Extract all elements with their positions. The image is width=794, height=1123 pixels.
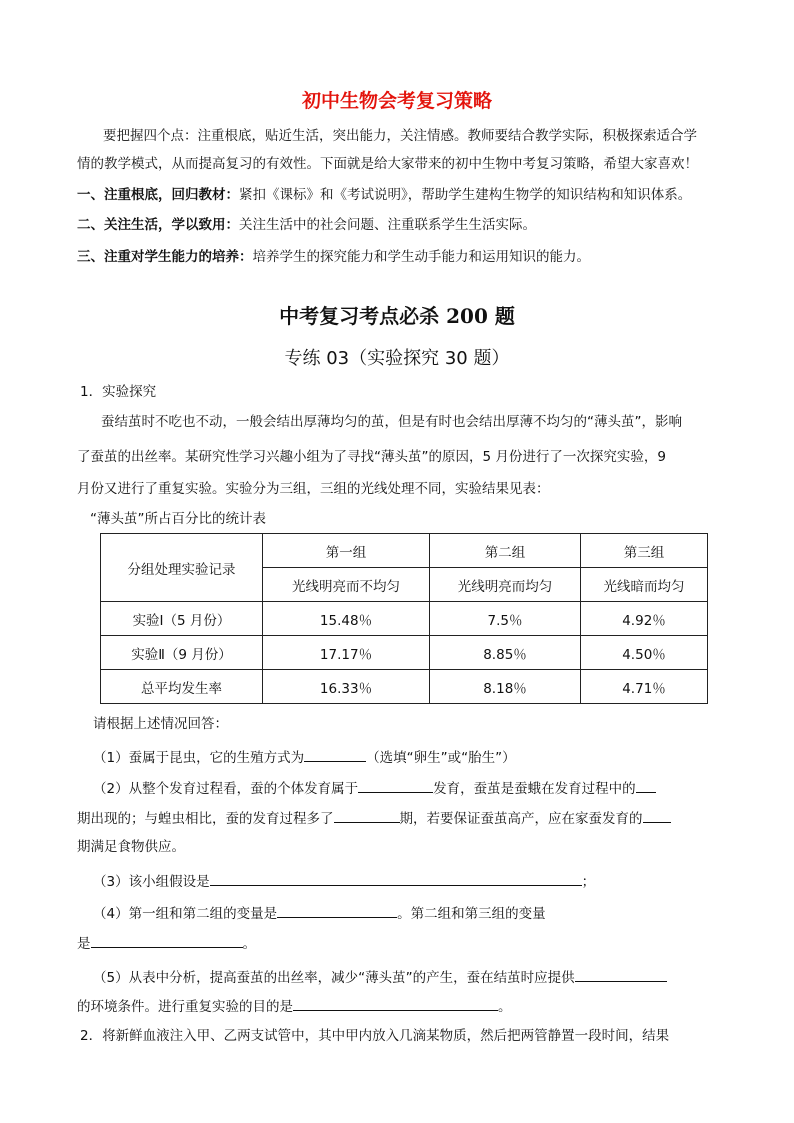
sub-question-3 <box>93 871 595 891</box>
sub-question-4-continued <box>77 933 256 953</box>
strategy-point-3 <box>77 248 590 266</box>
sub-question-text: 是 <box>77 936 91 952</box>
doc-title: 初中生物会考复习策略 <box>301 90 492 112</box>
table-cell: 16.33％ <box>263 670 430 704</box>
sub-question-text: （选填“卵生”或“胎生”） <box>366 750 516 766</box>
question-1-paragraph-line-3: 月份又进行了重复实验。实验分为三组，三组的光线处理不同，实验结果见表： <box>77 481 550 497</box>
point-text: 紧扣《课标》和《考试说明》，帮助学生建构生物学的知识结构和知识体系。 <box>239 187 692 203</box>
sub-question-2-end: 期满足食物供应。 <box>77 839 185 855</box>
table-cell: 17.17％ <box>263 636 430 670</box>
table-cell: 8.85％ <box>430 636 581 670</box>
point-label: 一、注重根底，回归教材： <box>77 187 239 203</box>
question-1-heading: 1．实验探究 <box>80 384 157 400</box>
answer-blank[interactable] <box>334 808 400 823</box>
statistics-table <box>100 533 708 704</box>
answer-prompt: 请根据上述情况回答： <box>93 716 228 732</box>
intro-line-1: 要把握四个点：注重根底，贴近生活，突出能力，关注情感。教师要结合教学实际，积极探索适合学 <box>103 128 697 144</box>
sub-question-5 <box>93 967 667 987</box>
table-condition-header: 光线明亮而不均匀 <box>263 568 430 602</box>
table-cell: 4.92％ <box>581 602 708 636</box>
sub-question-text: （3）该小组假设是 <box>93 874 210 890</box>
answer-blank[interactable] <box>293 996 498 1011</box>
sub-question-text: 。 <box>242 936 256 952</box>
answer-blank[interactable] <box>636 778 656 793</box>
table-group-header: 第二组 <box>430 534 581 568</box>
table-row <box>101 670 708 704</box>
table-row <box>101 602 708 636</box>
answer-blank[interactable] <box>277 903 397 918</box>
sub-question-text: 期，若要保证蚕茧高产，应在家蚕发育的 <box>399 811 643 827</box>
question-2-text: 2．将新鲜血液注入甲、乙两支试管中，其中甲内放入几滴某物质，然后把两管静置一段时间，结果 <box>80 1028 670 1044</box>
sub-question-text: 期出现的；与蝗虫相比，蚕的发育过程多了 <box>77 811 334 827</box>
table-group-header: 第三组 <box>581 534 708 568</box>
table-group-header: 第一组 <box>263 534 430 568</box>
table-row <box>101 636 708 670</box>
question-1-paragraph-line-1: 蚕结茧时不吃也不动，一般会结出厚薄均匀的茧，但是有时也会结出厚薄不均匀的“薄头茧”，影响 <box>101 414 682 430</box>
sub-question-text: （4）第一组和第二组的变量是 <box>93 906 278 922</box>
table-cell: 4.71％ <box>581 670 708 704</box>
answer-blank[interactable] <box>643 808 671 823</box>
sub-question-text: 。 <box>498 999 512 1015</box>
strategy-point-2 <box>77 216 536 234</box>
answer-blank[interactable] <box>358 778 433 793</box>
question-1-paragraph-line-2: 了蚕茧的出丝率。某研究性学习兴趣小组为了寻找“薄头茧”的原因，5 月份进行了一次探究实验，9 <box>77 449 666 465</box>
strategy-point-1 <box>77 186 691 204</box>
point-text: 关注生活中的社会问题、注重联系学生生活实际。 <box>239 217 536 233</box>
table-cell: 8.18％ <box>430 670 581 704</box>
answer-blank[interactable] <box>304 747 366 762</box>
table-cell: 4.50％ <box>581 636 708 670</box>
sub-question-text: （2）从整个发育过程看，蚕的个体发育属于 <box>93 781 359 797</box>
sub-question-text: 的环境条件。进行重复实验的目的是 <box>77 999 293 1015</box>
table-row-label: 总平均发生率 <box>101 670 263 704</box>
point-label: 三、注重对学生能力的培养： <box>77 249 253 265</box>
table-cell: 7.5％ <box>430 602 581 636</box>
table-row-label: 实验Ⅱ（9 月份） <box>101 636 263 670</box>
table-caption: “薄头茧”所占百分比的统计表 <box>90 511 266 527</box>
sub-question-text: ； <box>581 874 596 890</box>
table-condition-header: 光线暗而均匀 <box>581 568 708 602</box>
intro-line-2: 情的教学模式，从而提高复习的有效性。下面就是给大家带来的初中生物中考复习策略，希望大家喜欢！ <box>77 156 698 172</box>
sub-question-1 <box>93 747 516 767</box>
table-row-label: 实验Ⅰ（5 月份） <box>101 602 263 636</box>
table-corner-header: 分组处理实验记录 <box>101 534 263 602</box>
section-subtitle: 专练 03（实验探究 30 题） <box>284 348 510 369</box>
sub-question-text: 发育，蚕茧是蚕蛾在发育过程中的 <box>433 781 636 797</box>
table-row <box>101 534 708 568</box>
sub-question-4 <box>93 903 546 923</box>
table-condition-header: 光线明亮而均匀 <box>430 568 581 602</box>
sub-question-text: 。第二组和第三组的变量 <box>397 906 546 922</box>
point-text: 培养学生的探究能力和学生动手能力和运用知识的能力。 <box>252 249 590 265</box>
point-label: 二、关注生活，学以致用： <box>77 217 239 233</box>
sub-question-2 <box>93 778 656 798</box>
sub-question-5-continued <box>77 996 512 1016</box>
answer-blank[interactable] <box>210 871 582 886</box>
table-cell: 15.48％ <box>263 602 430 636</box>
sub-question-2-continued <box>77 808 671 828</box>
answer-blank[interactable] <box>575 967 667 982</box>
sub-question-text: （5）从表中分析，提高蚕茧的出丝率，减少“薄头茧”的产生，蚕在结茧时应提供 <box>93 970 575 986</box>
answer-blank[interactable] <box>91 933 243 948</box>
section-title: 中考复习考点必杀 200 题 <box>279 304 515 328</box>
sub-question-text: （1）蚕属于昆虫，它的生殖方式为 <box>93 750 305 766</box>
